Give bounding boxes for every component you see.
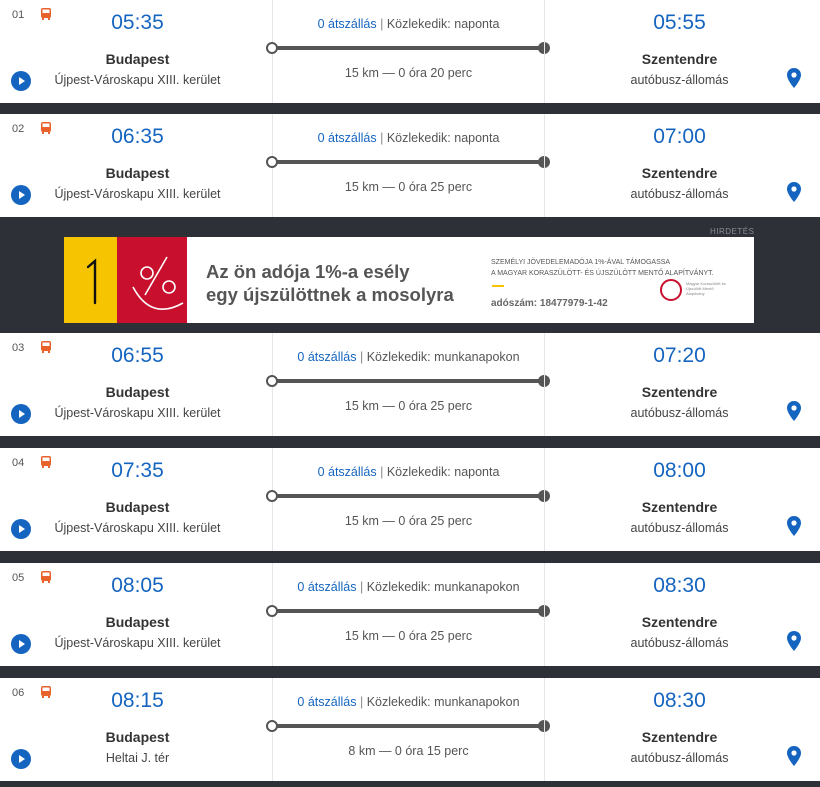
departure-city: Budapest [105, 51, 170, 67]
ad-tax-number: adószám: 18477979-1-42 [491, 298, 608, 309]
one-digit-icon [64, 237, 117, 323]
route-number: 01 [12, 9, 25, 21]
route-line-bar [272, 46, 544, 50]
transfers-link[interactable]: 0 átszállás [297, 695, 357, 709]
route-line [266, 489, 550, 503]
departure-stop: Újpest-Városkapu XIII. kerület [54, 406, 221, 420]
route-line [266, 374, 550, 388]
arrival-city: Szentendre [641, 384, 718, 400]
ad-headline-line-2: egy újszülöttnek a mosolyra [206, 284, 454, 305]
route-number: 06 [12, 687, 25, 699]
arrival-time: 08:30 [653, 574, 706, 597]
arrival-time: 05:55 [653, 11, 706, 34]
route-row[interactable] [0, 563, 820, 666]
operating-days: Közlekedik: munkanapokon [366, 350, 520, 364]
arrival-city: Szentendre [641, 51, 718, 67]
operating-days: Közlekedik: naponta [386, 465, 500, 479]
foundation-logo-icon [660, 279, 682, 301]
arrival-stop: autóbusz-állomás [630, 751, 729, 765]
transfers-link[interactable]: 0 átszállás [297, 350, 357, 364]
arrival-stop: autóbusz-állomás [630, 521, 729, 535]
column-divider [544, 114, 545, 217]
distance-duration: 15 km — 0 óra 25 perc [344, 629, 473, 643]
distance-duration: 15 km — 0 óra 20 perc [344, 66, 473, 80]
route-info [273, 131, 544, 145]
arrival-stop: autóbusz-állomás [630, 187, 729, 201]
route-line-bar [272, 379, 544, 383]
route-info [273, 17, 544, 31]
arrival-city: Szentendre [641, 165, 718, 181]
arrival-stop: autóbusz-állomás [630, 73, 729, 87]
departure-stop: Újpest-Városkapu XIII. kerület [54, 636, 221, 650]
transfers-link[interactable]: 0 átszállás [317, 465, 377, 479]
route-line-bar [272, 494, 544, 498]
arrival-stop: autóbusz-állomás [630, 406, 729, 420]
transfers-link[interactable]: 0 átszállás [317, 131, 377, 145]
departure-city: Budapest [105, 729, 170, 745]
route-line [266, 719, 550, 733]
arrival-city: Szentendre [641, 614, 718, 630]
map-pin-icon[interactable] [786, 181, 802, 203]
ad-subtext [491, 257, 714, 279]
route-start-dot [266, 375, 278, 387]
route-start-dot [266, 490, 278, 502]
route-row[interactable] [0, 333, 820, 436]
route-start-dot [266, 605, 278, 617]
info-separator: | [380, 131, 384, 145]
route-info [273, 465, 544, 479]
departure-time: 05:35 [111, 11, 164, 34]
route-row[interactable] [0, 114, 820, 217]
arrival-time: 07:00 [653, 125, 706, 148]
operating-days: Közlekedik: naponta [386, 131, 500, 145]
expand-play-icon[interactable] [11, 634, 31, 654]
route-start-dot [266, 156, 278, 168]
route-line [266, 604, 550, 618]
map-pin-icon[interactable] [786, 400, 802, 422]
arrival-city: Szentendre [641, 729, 718, 745]
departure-city: Budapest [105, 499, 170, 515]
departure-time: 06:55 [111, 344, 164, 367]
departure-stop: Újpest-Városkapu XIII. kerület [54, 521, 221, 535]
arrival-time: 07:20 [653, 344, 706, 367]
route-start-dot [266, 42, 278, 54]
route-row[interactable] [0, 0, 820, 103]
route-row[interactable] [0, 678, 820, 781]
info-separator: | [380, 17, 384, 31]
route-info [273, 350, 544, 364]
percent-smile-icon [117, 237, 187, 323]
operating-days: Közlekedik: naponta [386, 17, 500, 31]
expand-play-icon[interactable] [11, 519, 31, 539]
distance-duration: 15 km — 0 óra 25 perc [344, 399, 473, 413]
route-start-dot [266, 720, 278, 732]
expand-play-icon[interactable] [11, 185, 31, 205]
ad-yellow-panel [64, 237, 117, 323]
arrival-stop: autóbusz-állomás [630, 636, 729, 650]
departure-time: 08:15 [111, 689, 164, 712]
advertisement-banner[interactable] [64, 237, 754, 323]
departure-stop: Újpest-Városkapu XIII. kerület [54, 187, 221, 201]
operating-days: Közlekedik: munkanapokon [366, 695, 520, 709]
operating-days: Közlekedik: munkanapokon [366, 580, 520, 594]
route-line-bar [272, 724, 544, 728]
arrival-city: Szentendre [641, 499, 718, 515]
ad-accent-line [492, 285, 504, 287]
arrival-time: 08:30 [653, 689, 706, 712]
distance-duration: 15 km — 0 óra 25 perc [344, 180, 473, 194]
arrival-time: 08:00 [653, 459, 706, 482]
expand-play-icon[interactable] [11, 71, 31, 91]
ad-red-panel [117, 237, 187, 323]
column-divider [544, 0, 545, 103]
map-pin-icon[interactable] [786, 630, 802, 652]
distance-duration: 8 km — 0 óra 15 perc [348, 744, 469, 758]
ad-subtext-line-2: A MAGYAR KORASZÜLÖTT- ÉS ÚJSZÜLÖTT MENTŐ ALAPÍTVÁNYT. [491, 270, 714, 277]
transfers-link[interactable]: 0 átszállás [317, 17, 377, 31]
ad-subtext-line-1: SZEMÉLYI JÖVEDELEMADÓJA 1%-ÁVAL TÁMOGASSA [491, 259, 671, 266]
route-number: 03 [12, 342, 25, 354]
transfers-link[interactable]: 0 átszállás [297, 580, 357, 594]
departure-time: 07:35 [111, 459, 164, 482]
route-line-bar [272, 609, 544, 613]
route-row[interactable] [0, 448, 820, 551]
info-separator: | [359, 350, 364, 364]
route-info [273, 695, 544, 709]
route-line [266, 155, 550, 169]
departure-city: Budapest [105, 165, 170, 181]
departure-city: Budapest [105, 384, 170, 400]
info-separator: | [359, 695, 364, 709]
route-number: 04 [12, 457, 25, 469]
info-separator: | [380, 465, 384, 479]
departure-city: Budapest [105, 614, 170, 630]
departure-stop: Újpest-Városkapu XIII. kerület [54, 73, 221, 87]
column-divider [544, 563, 545, 666]
departure-time: 06:35 [111, 125, 164, 148]
route-number: 02 [12, 123, 25, 135]
map-pin-icon[interactable] [786, 745, 802, 767]
expand-play-icon[interactable] [11, 749, 31, 769]
route-line-bar [272, 160, 544, 164]
ad-headline [206, 260, 454, 306]
departure-stop: Heltai J. tér [105, 751, 170, 765]
column-divider [544, 333, 545, 436]
ad-headline-line-1: Az ön adója 1%-a esély [206, 261, 410, 282]
route-info [273, 580, 544, 594]
route-number: 05 [12, 572, 25, 584]
ad-label: HIRDETÉS [710, 227, 755, 236]
route-line [266, 41, 550, 55]
expand-play-icon[interactable] [11, 404, 31, 424]
column-divider [544, 448, 545, 551]
foundation-logo-text: Magyar Koraszülött és Újszülött Mentő Alapítvány [686, 281, 726, 296]
map-pin-icon[interactable] [786, 67, 802, 89]
column-divider [544, 678, 545, 781]
info-separator: | [359, 580, 364, 594]
distance-duration: 15 km — 0 óra 25 perc [344, 514, 473, 528]
departure-time: 08:05 [111, 574, 164, 597]
map-pin-icon[interactable] [786, 515, 802, 537]
